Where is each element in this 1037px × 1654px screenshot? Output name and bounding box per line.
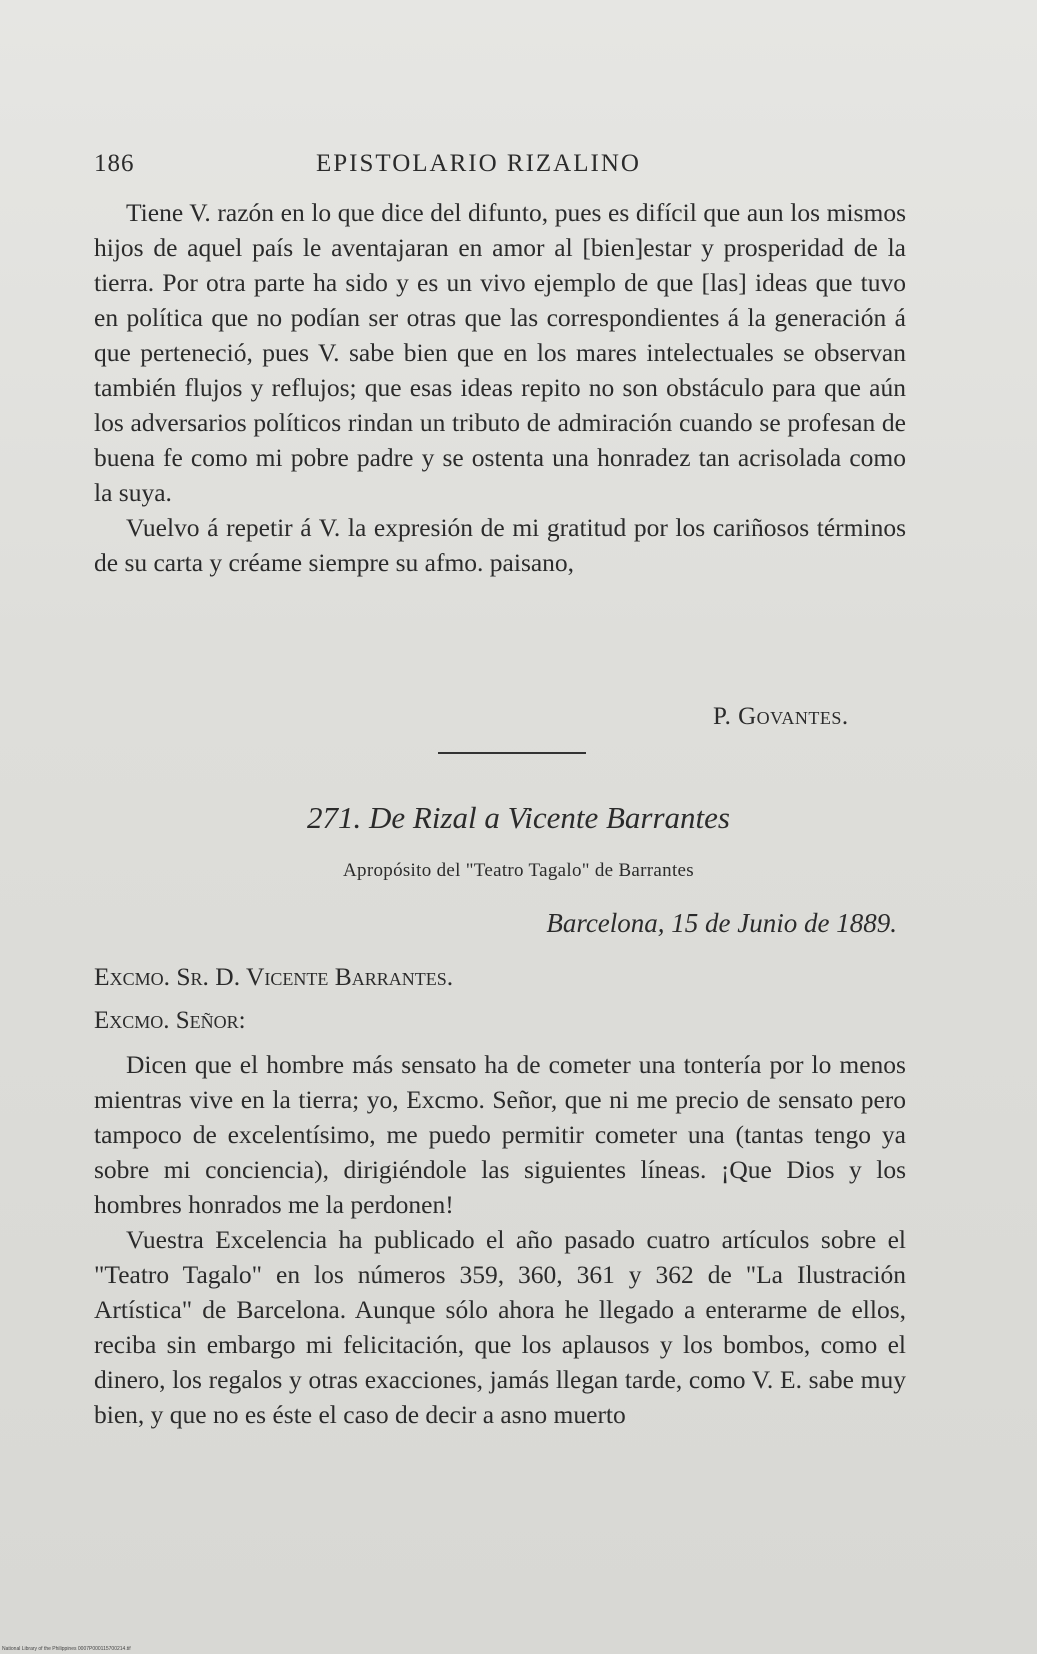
letter1-paragraph-1: Tiene V. razón en lo que dice del difunto, pues es difícil que aun los mismos hijos de aquel país le aventajaran en amor al [bien]estar y prosperidad de la tierra. Por otra parte ha sido y es un vivo ejemplo de que [las] ideas que tuvo en política que no podían ser otras que las correspondientes á la generación á que perteneció, pues V. sabe bien que en los mares intelectuales se observan también flujos y reflujos; que esas ideas repito no son obstáculo para que aún los adversarios políticos rindan un tributo de admiración cuando se profesan de buena fe como mi pobre padre y se ostenta una honradez tan acrisolada como la suya. [94,198,906,507]
letter2-paragraph-1: Dicen que el hombre más sensato ha de cometer una tontería por lo menos mientras vive en la tierra; yo, Excmo. Señor, que ni me precio de sensato pero tampoco de excelentísimo, me puedo permitir cometer una (tantas tengo ya sobre mi conciencia), dirigiéndole las siguientes líneas. ¡Que Dios y los hombres honrados me la perdonen! [94,1050,906,1219]
letter1-signature: P. Govantes. [713,703,849,730]
letter2-title: 271. De Rizal a Vicente Barrantes [306,800,730,835]
section-divider [438,752,586,754]
footer-credit: National Library of the Philippines 0007P000115700214.tif [2,1646,131,1652]
letter1-body [94,195,906,580]
letter1-paragraph-2: Vuelvo á repetir á V. la expresión de mi gratitud por los cariñosos términos de su carta y créame siempre su afmo. paisano, [94,513,906,577]
letter2-addressee: Excmo. Sr. D. Vicente Barrantes. [94,962,454,991]
letter2-body [94,1047,906,1432]
running-title: EPISTOLARIO RIZALINO [316,150,641,177]
letter2-salutation: Excmo. Señor: [94,1007,246,1034]
page-number: 186 [94,150,135,177]
letter2-subtitle: Apropósito del "Teatro Tagalo" de Barrantes [343,860,694,881]
letter2-dateline: Barcelona, 15 de Junio de 1889. [546,908,897,938]
letter2-paragraph-2: Vuestra Excelencia ha publicado el año pasado cuatro artículos sobre el "Teatro Tagalo" en los números 359, 360, 361 y 362 de "La Ilustración Artística" de Barcelona. Aunque sólo ahora he llegado a enterarme de ellos, reciba sin embargo mi felicitación, que los aplausos y los bombos, como el dinero, los regalos y otras exacciones, jamás llegan tarde, como V. E. sabe muy bien, y que no es éste el caso de decir a asno muerto [94,1225,906,1429]
